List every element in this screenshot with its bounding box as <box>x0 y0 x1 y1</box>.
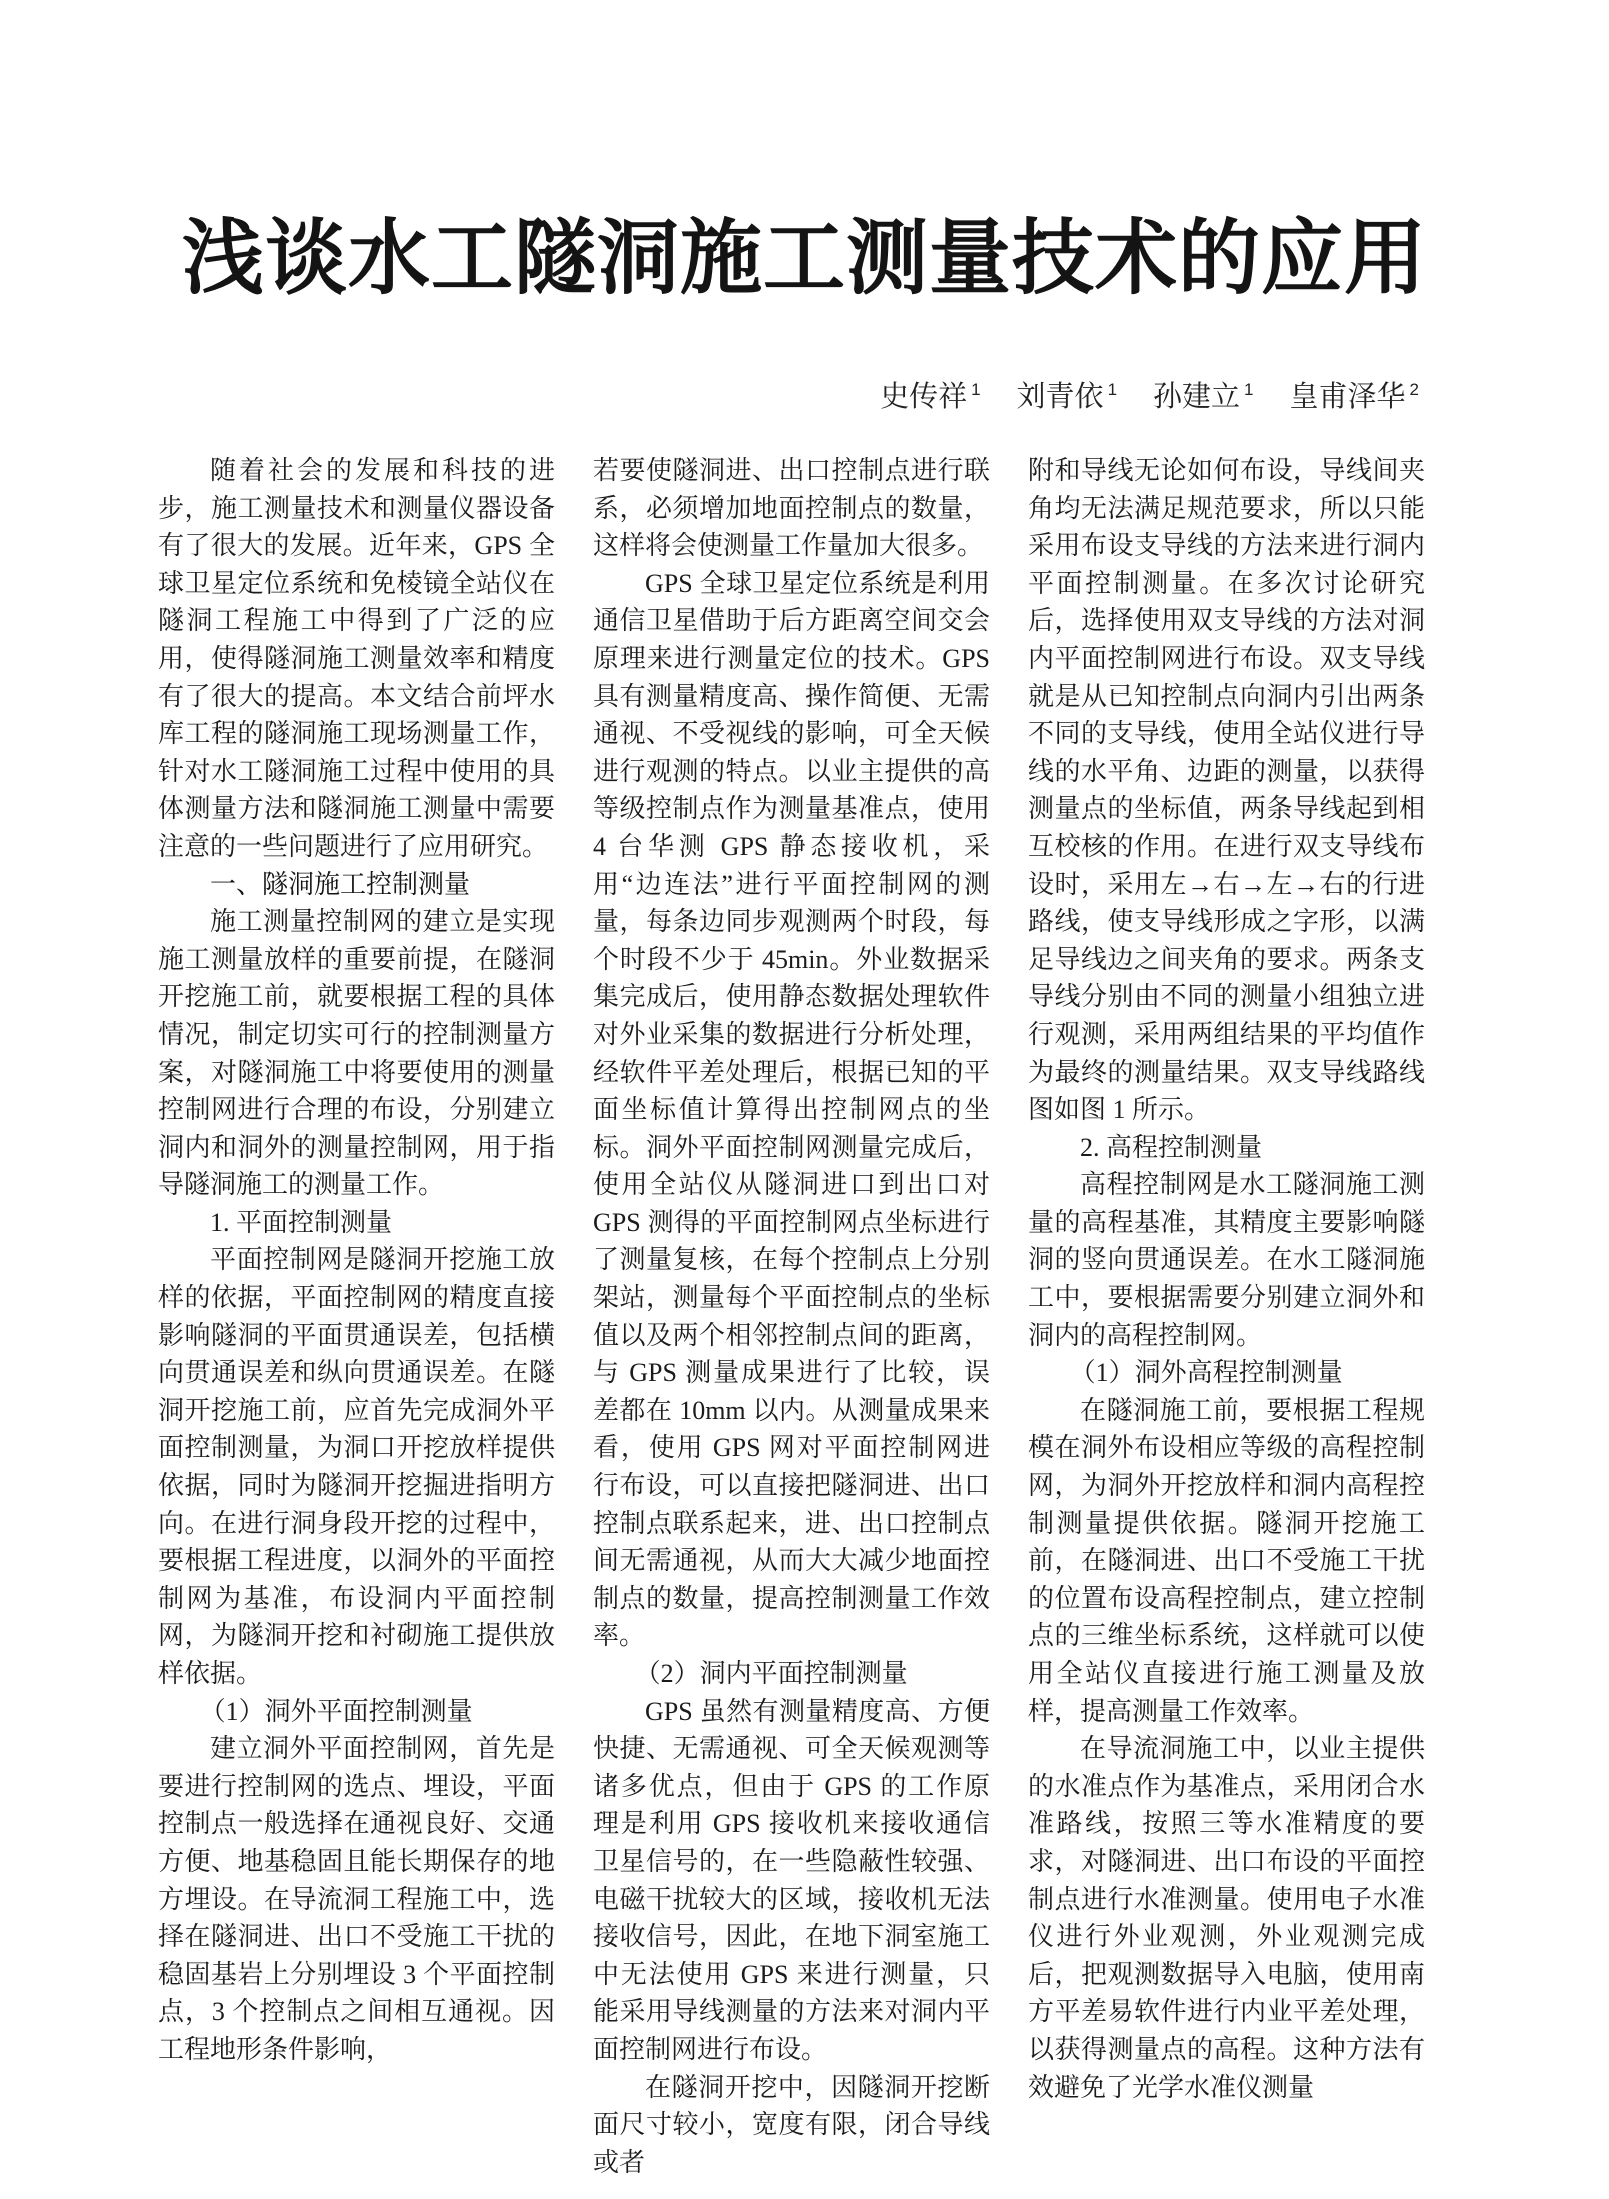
author-line <box>880 380 1419 415</box>
paragraph: GPS 全球卫星定位系统是利用通信卫星借助于后方距离空间交会原理来进行测量定位的技术。GPS 具有测量精度高、操作简便、无需通视、不受视线的影响，可全天候进行观测的特点。以业主提供的高等级控制点作为测量基准点，使用 4 台华测 GPS 静态接收机，采用“边连法”进行平面控制网的测量，每条边同步观测两个时段，每个时段不少于 45min。外业数据采集完成后，使用静态数据处理软件对外业采集的数据进行分析处理，经软件平差处理后，根据已知的平面坐标值计算得出控制网点的坐标。洞外平面控制网测量完成后，使用全站仪从隧洞进口到出口对 GPS 测得的平面控制网点坐标进行了测量复核，在每个控制点上分别架站，测量每个平面控制点的坐标值以及两个相邻控制点间的距离，与 GPS 测量成果进行了比较，误差都在 10mm 以内。从测量成果来看，使用 GPS 网对平面控制网进行布设，可以直接把隧洞进、出口控制点联系起来，进、出口控制点间无需通视，从而大大减少地面控制点的数量，提高控制测量工作效率。 <box>593 568 990 1651</box>
author-name: 刘青依 <box>1016 381 1104 413</box>
author-name: 皇甫泽华 <box>1289 381 1406 413</box>
paragraph: 在隧洞施工前，要根据工程规模在洞外布设相应等级的高程控制网，为洞外开挖放样和洞内高程控制测量提供依据。隧洞开挖施工前，在隧洞进、出口不受施工干扰的位置布设高程控制点，建立控制点的三维坐标系统，这样就可以使用全站仪直接进行施工测量及放样，提高测量工作效率。 <box>1028 1395 1425 1726</box>
paragraph: 若要使隧洞进、出口控制点进行联系，必须增加地面控制点的数量，这样将会使测量工作量加大很多。 <box>593 456 990 561</box>
section-heading: （2）洞内平面控制测量 <box>634 1659 908 1688</box>
column-1 <box>158 452 555 2181</box>
section-heading: 1. 平面控制测量 <box>210 1207 393 1237</box>
section-heading: （1）洞外高程控制测量 <box>1069 1358 1343 1388</box>
author-affiliation-mark: 2 <box>1409 380 1419 400</box>
paragraph: 高程控制网是水工隧洞施工测量的高程基准，其精度主要影响隧洞的竖向贯通误差。在水工隧洞施工中，要根据需要分别建立洞外和洞内的高程控制网。 <box>1028 1170 1425 1350</box>
paragraph: 施工测量控制网的建立是实现施工测量放样的重要前提，在隧洞开挖施工前，就要根据工程的具体情况，制定切实可行的控制测量方案，对隧洞施工中将要使用的测量控制网进行合理的布设，分别建立洞内和洞外的测量控制网，用于指导隧洞施工的测量工作。 <box>158 907 555 1200</box>
author <box>1290 380 1419 415</box>
column-3 <box>1028 452 1425 2181</box>
paragraph: 在导流洞施工中，以业主提供的水准点作为基准点，采用闭合水准路线，按照三等水准精度的要求，对隧洞进、出口布设的平面控制点进行水准测量。使用电子水准仪进行外业观测，外业观测完成后，把观测数据导入电脑，使用南方平差易软件进行内业平差处理，以获得测量点的高程。这种方法有效避免了光学水准仪测量 <box>1028 1734 1425 2102</box>
author-affiliation-mark: 1 <box>971 380 981 400</box>
page-title: 浅谈水工隧洞施工测量技术的应用 <box>181 213 1427 304</box>
section-heading: 2. 高程控制测量 <box>1080 1132 1263 1162</box>
paragraph: 在隧洞开挖中，因隧洞开挖断面尺寸较小，宽度有限，闭合导线或者 <box>593 2072 990 2177</box>
article-body <box>158 452 1426 2181</box>
paragraph: 附和导线无论如何布设，导线间夹角均无法满足规范要求，所以只能采用布设支导线的方法来进行洞内平面控制测量。在多次讨论研究后，选择使用双支导线的方法对洞内平面控制网进行布设。双支导线就是从已知控制点向洞内引出两条不同的支导线，使用全站仪进行导线的水平角、边距的测量，以获得测量点的坐标值，两条导线起到相互校核的作用。在进行双支导线布设时，采用左→右→左→右的行进路线，使支导线形成之字形，以满足导线边之间夹角的要求。两条支导线分别由不同的测量小组独立进行观测，采用两组结果的平均值作为最终的测量结果。双支导线路线图如图 1 所示。 <box>1028 456 1425 1125</box>
author-name: 孙建立 <box>1153 381 1241 413</box>
author <box>1017 380 1117 415</box>
paragraph: 建立洞外平面控制网，首先是要进行控制网的选点、埋设，平面控制点一般选择在通视良好、交通方便、地基稳固且能长期保存的地方埋设。在导流洞工程施工中，选择在隧洞进、出口不受施工干扰的稳固基岩上分别埋设 3 个平面控制点，3 个控制点之间相互通视。因工程地形条件影响， <box>158 1734 555 2064</box>
column-2 <box>593 452 990 2181</box>
section-heading: 一、隧洞施工控制测量 <box>210 868 471 899</box>
paragraph: 平面控制网是隧洞开挖施工放样的依据，平面控制网的精度直接影响隧洞的平面贯通误差，包括横向贯通误差和纵向贯通误差。在隧洞开挖施工前，应首先完成洞外平面控制测量，为洞口开挖放样提供依据，同时为隧洞开挖掘进指明方向。在进行洞身段开挖的过程中，要根据工程进度，以洞外的平面控制网为基准，布设洞内平面控制网，为隧洞开挖和衬砌施工提供放样依据。 <box>158 1245 555 1688</box>
author <box>880 380 980 415</box>
author-name: 史传祥 <box>880 381 968 413</box>
section-heading: （1）洞外平面控制测量 <box>199 1696 473 1726</box>
author-affiliation-mark: 1 <box>1244 380 1254 400</box>
paragraph: GPS 虽然有测量精度高、方便快捷、无需通视、可全天候观测等诸多优点，但由于 GPS 的工作原理是利用 GPS 接收机来接收通信卫星信号的，在一些隐蔽性较强、电磁干扰较大的区域，接收机无法接收信号，因此，在地下洞室施工中无法使用 GPS 来进行测量，只能采用导线测量的方法来对洞内平面控制网进行布设。 <box>593 1696 990 2064</box>
author-affiliation-mark: 1 <box>1107 380 1118 400</box>
paragraph: 随着社会的发展和科技的进步，施工测量技术和测量仪器设备有了很大的发展。近年来，GPS 全球卫星定位系统和免棱镜全站仪在隧洞工程施工中得到了广泛的应用，使得隧洞施工测量效率和精度有了很大的提高。本文结合前坪水库工程的隧洞施工现场测量工作，针对水工隧洞施工过程中使用的具体测量方法和隧洞施工测量中需要注意的一些问题进行了应用研究。 <box>158 456 555 861</box>
author <box>1153 380 1253 415</box>
